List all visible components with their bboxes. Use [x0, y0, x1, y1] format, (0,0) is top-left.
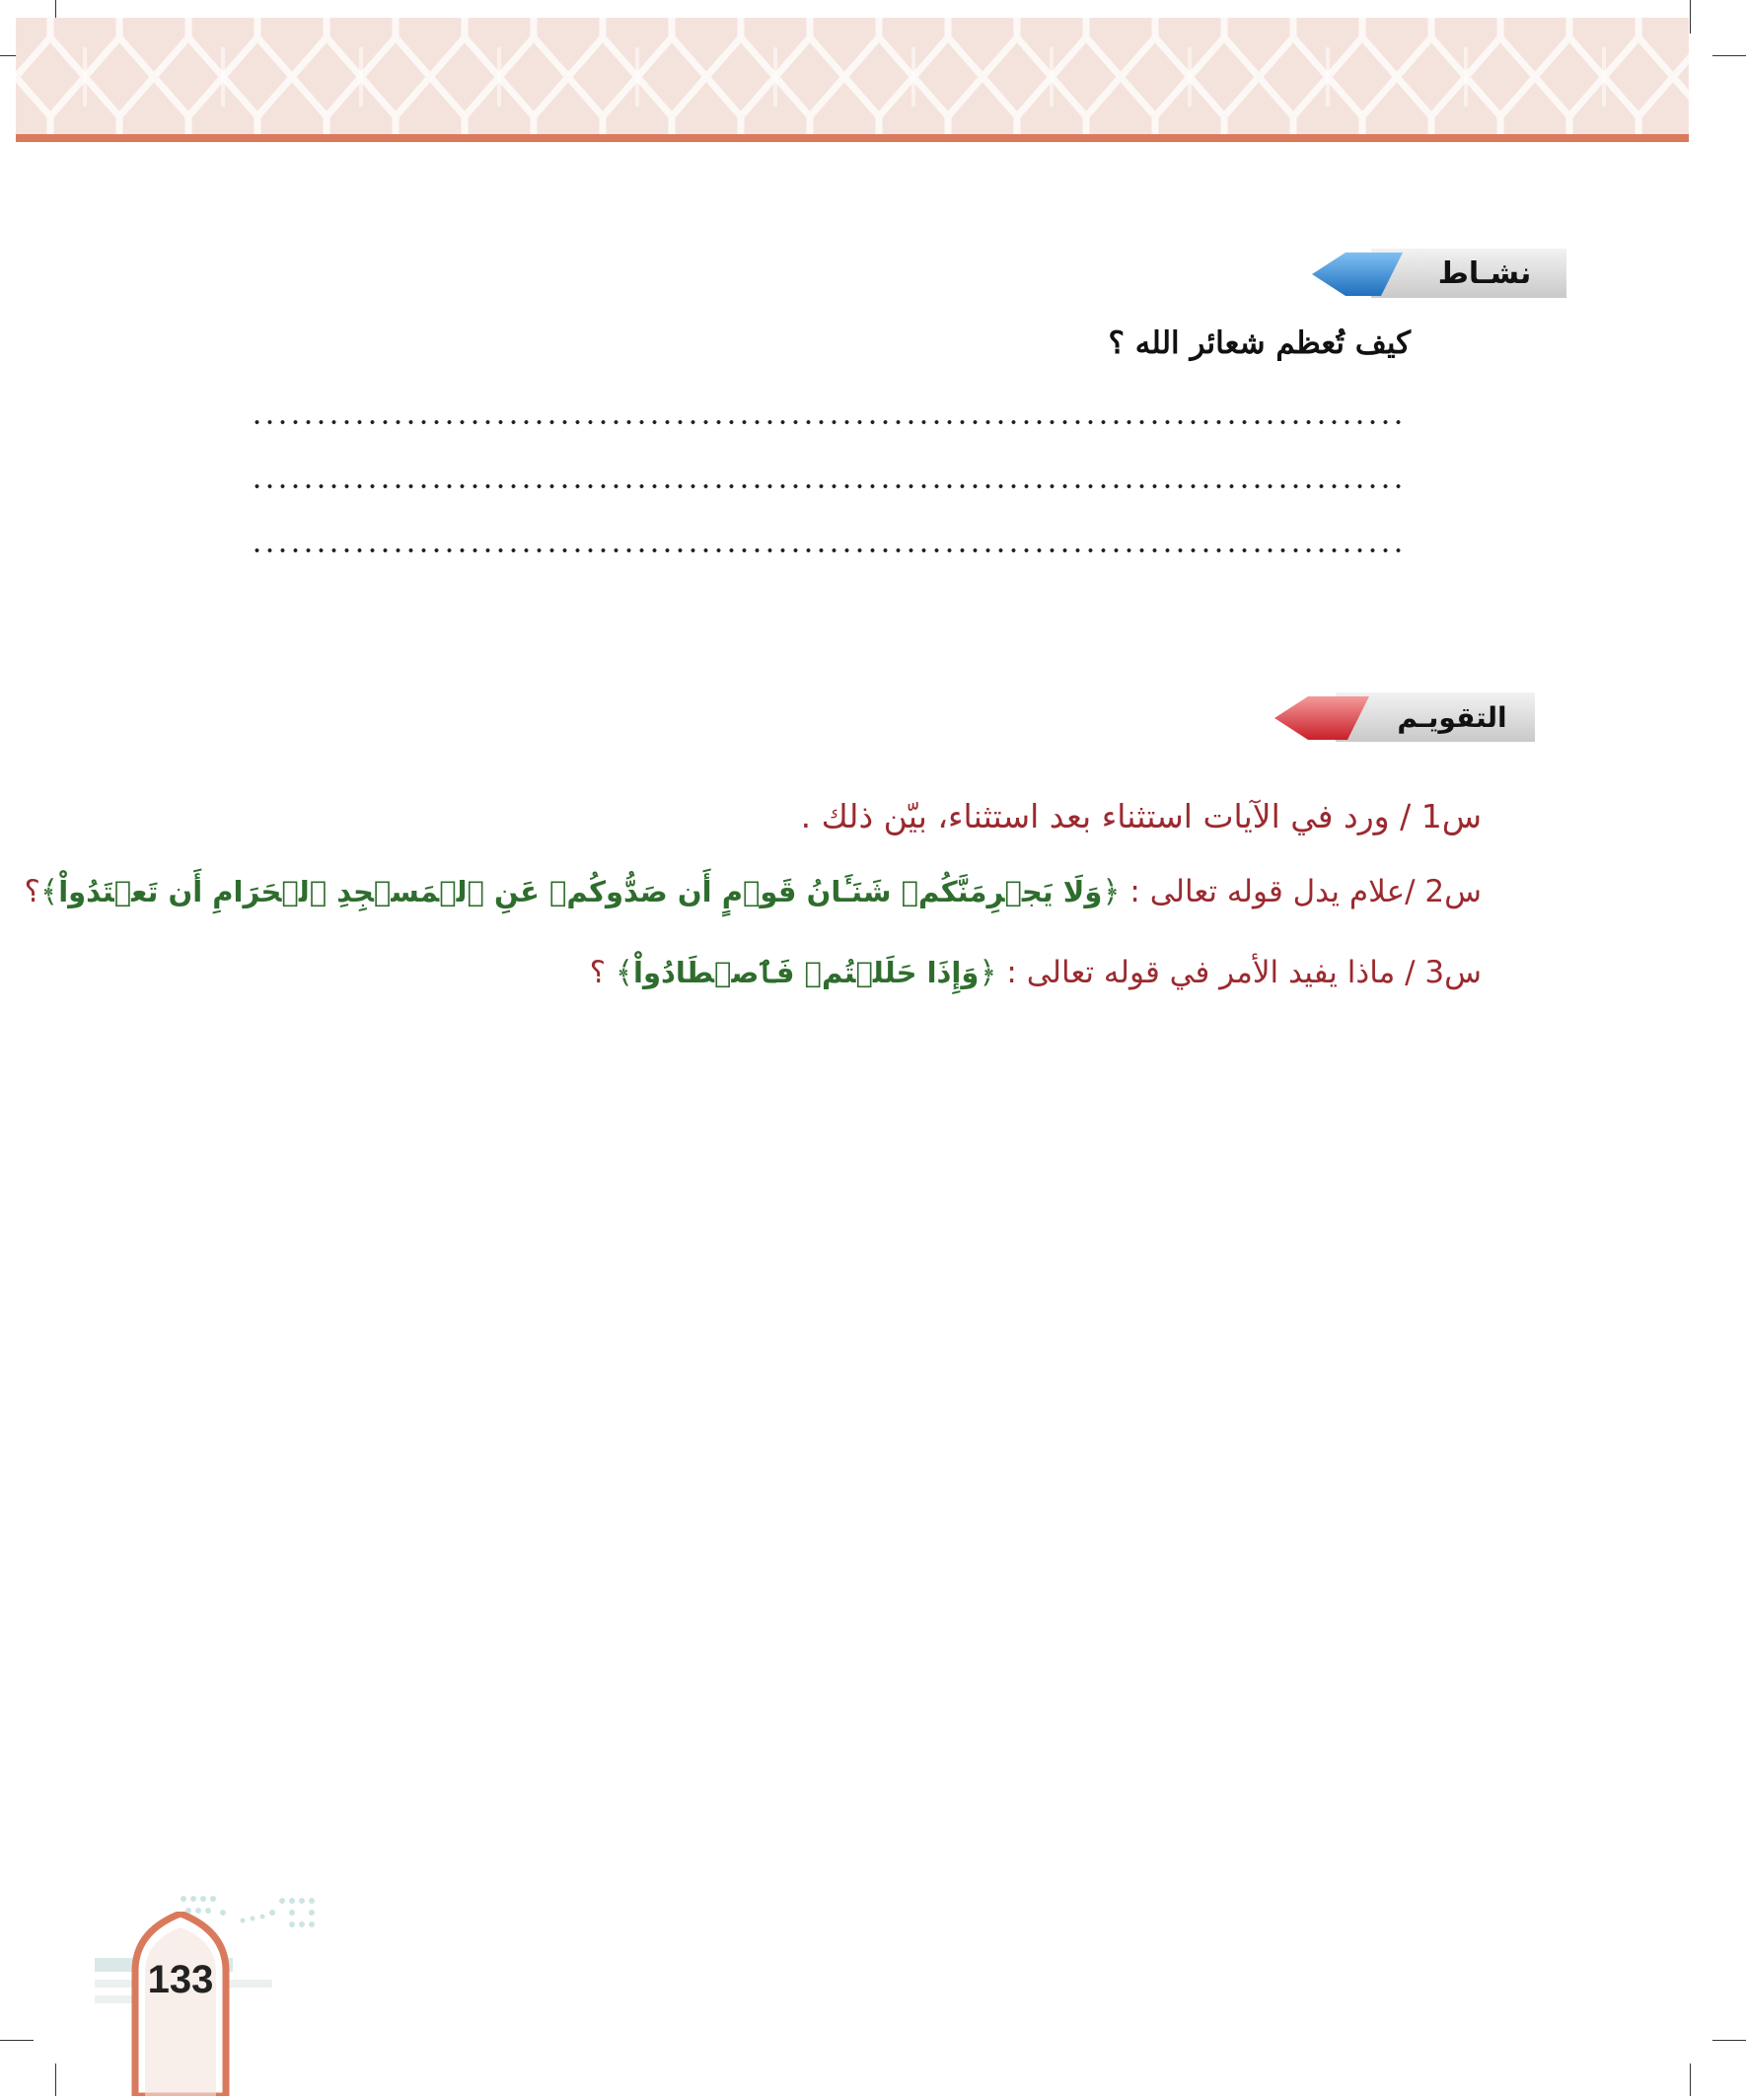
page-number: 133 [147, 1958, 214, 2001]
verse-open-bracket: ﴿ [1102, 874, 1121, 909]
verse-close-bracket: ﴾ [615, 955, 634, 990]
crop-mark [1690, 2064, 1691, 2096]
question-3-end: ؟ [589, 955, 616, 990]
activity-section-tab [1312, 247, 1568, 300]
page-number-badge [131, 1912, 230, 2096]
question-2-text: علام يدل قوله تعالى : [1120, 874, 1406, 909]
header-pattern-band [16, 18, 1689, 134]
crop-mark [1690, 0, 1691, 34]
evaluation-question-1 [801, 797, 1482, 835]
answer-line [251, 482, 1409, 490]
crop-mark [1712, 2040, 1746, 2041]
question-2-verse: وَلَا يَجۡرِمَنَّكُمۡ شَنَـَٔانُ قَوۡمٍ أَن صَدُّوكُمۡ عَنِ ٱلۡمَسۡجِدِ ٱلۡحَرَامِ أَن تَعۡتَدُواْ [58, 875, 1103, 908]
answer-line [251, 546, 1409, 554]
crop-mark [0, 2040, 34, 2041]
question-1-text: ورد في الآيات استثناء بعد استثناء، بيّن ذلك . [800, 797, 1390, 835]
question-3-verse: وَإِذَا حَلَلۡتُمۡ فَٱصۡطَادُواْ [633, 956, 980, 989]
question-2-end: ؟ [24, 874, 41, 909]
activity-tab-label: نشـاط [1437, 255, 1532, 291]
header-accent-line [16, 134, 1689, 142]
geometric-pattern [16, 18, 1689, 134]
question-2-prefix: س2 / [1405, 874, 1482, 909]
activity-question: كيف تُعظم شعائر الله ؟ [1108, 326, 1411, 361]
verse-close-bracket: ﴾ [40, 874, 59, 909]
evaluation-section-tab [1274, 690, 1537, 744]
evaluation-question-3 [590, 955, 1482, 990]
question-3-text: ماذا يفيد الأمر في قوله تعالى : [996, 955, 1396, 990]
crop-mark [1712, 55, 1746, 56]
evaluation-question-2 [25, 874, 1482, 909]
verse-open-bracket: ﴿ [979, 955, 997, 990]
question-3-prefix: س3 / [1395, 955, 1482, 990]
evaluation-tab-label: التقويـم [1397, 700, 1507, 734]
answer-line [251, 418, 1409, 426]
question-1-prefix: س1 / [1389, 797, 1482, 835]
page-number-arch-shape [131, 1912, 230, 2096]
crop-mark [55, 2064, 56, 2096]
